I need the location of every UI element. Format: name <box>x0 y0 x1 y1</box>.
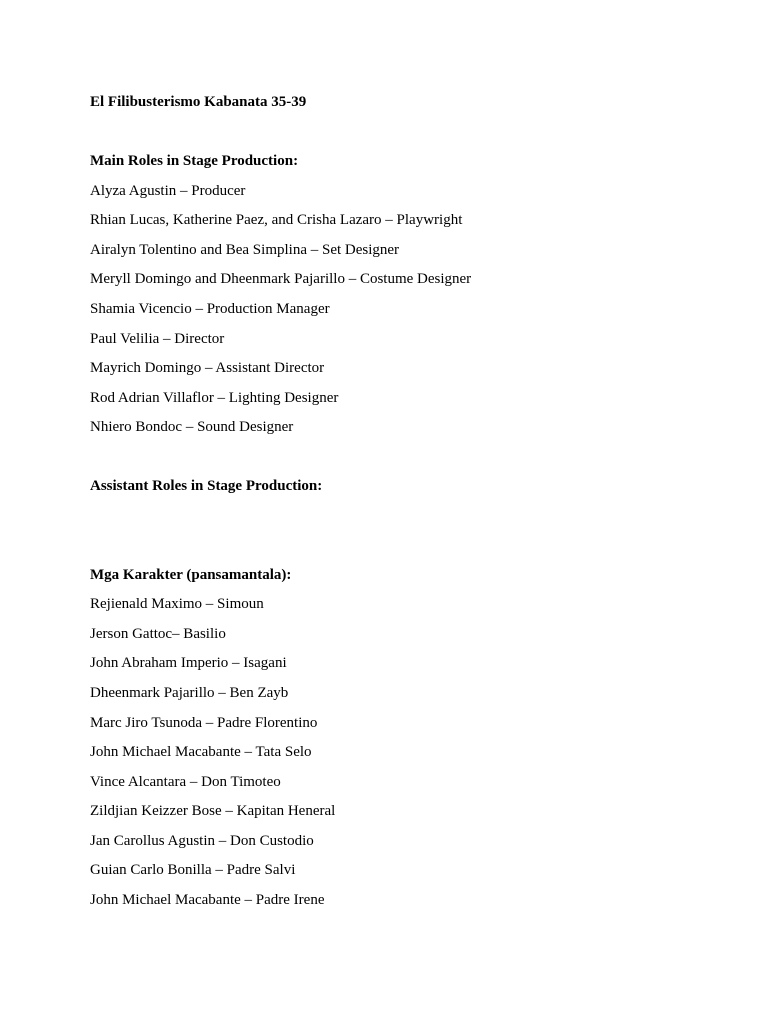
document-body <box>90 92 730 920</box>
main-role-line: Meryll Domingo and Dheenmark Pajarillo – Costume Designer <box>90 271 472 288</box>
character-line: John Michael Macabante – Padre Irene <box>90 892 325 909</box>
main-role-line: Rhian Lucas, Katherine Paez, and Crisha Lazaro – Playwright <box>90 212 463 229</box>
main-role-line: Shamia Vicencio – Production Manager <box>90 300 330 317</box>
main-roles-heading: Main Roles in Stage Production: <box>90 153 299 169</box>
character-line: John Abraham Imperio – Isagani <box>90 655 287 672</box>
character-line: Vince Alcantara – Don Timoteo <box>90 773 281 790</box>
document-title: El Filibusterismo Kabanata 35-39 <box>90 94 307 110</box>
character-line: Jan Carollus Agustin – Don Custodio <box>90 832 314 849</box>
character-line: John Michael Macabante – Tata Selo <box>90 744 312 761</box>
character-line: Dheenmark Pajarillo – Ben Zayb <box>90 684 289 701</box>
character-line: Rejienald Maximo – Simoun <box>90 596 264 613</box>
main-role-line: Paul Velilia – Director <box>90 330 225 347</box>
section-spacer <box>90 506 730 565</box>
main-role-line: Alyza Agustin – Producer <box>90 182 246 199</box>
main-role-line: Nhiero Bondoc – Sound Designer <box>90 419 294 436</box>
character-line: Zildjian Keizzer Bose – Kapitan Heneral <box>90 803 336 820</box>
main-role-line: Airalyn Tolentino and Bea Simplina – Set Designer <box>90 241 400 258</box>
section-spacer <box>90 447 730 476</box>
character-line: Guian Carlo Bonilla – Padre Salvi <box>90 862 296 879</box>
main-role-line: Mayrich Domingo – Assistant Director <box>90 360 325 377</box>
character-line: Marc Jiro Tsunoda – Padre Florentino <box>90 714 318 731</box>
characters-heading: Mga Karakter (pansamantala): <box>90 566 292 583</box>
main-role-line: Rod Adrian Villaflor – Lighting Designer <box>90 389 339 406</box>
assistant-roles-heading: Assistant Roles in Stage Production: <box>90 477 323 494</box>
character-line: Jerson Gattoc– Basilio <box>90 625 226 642</box>
